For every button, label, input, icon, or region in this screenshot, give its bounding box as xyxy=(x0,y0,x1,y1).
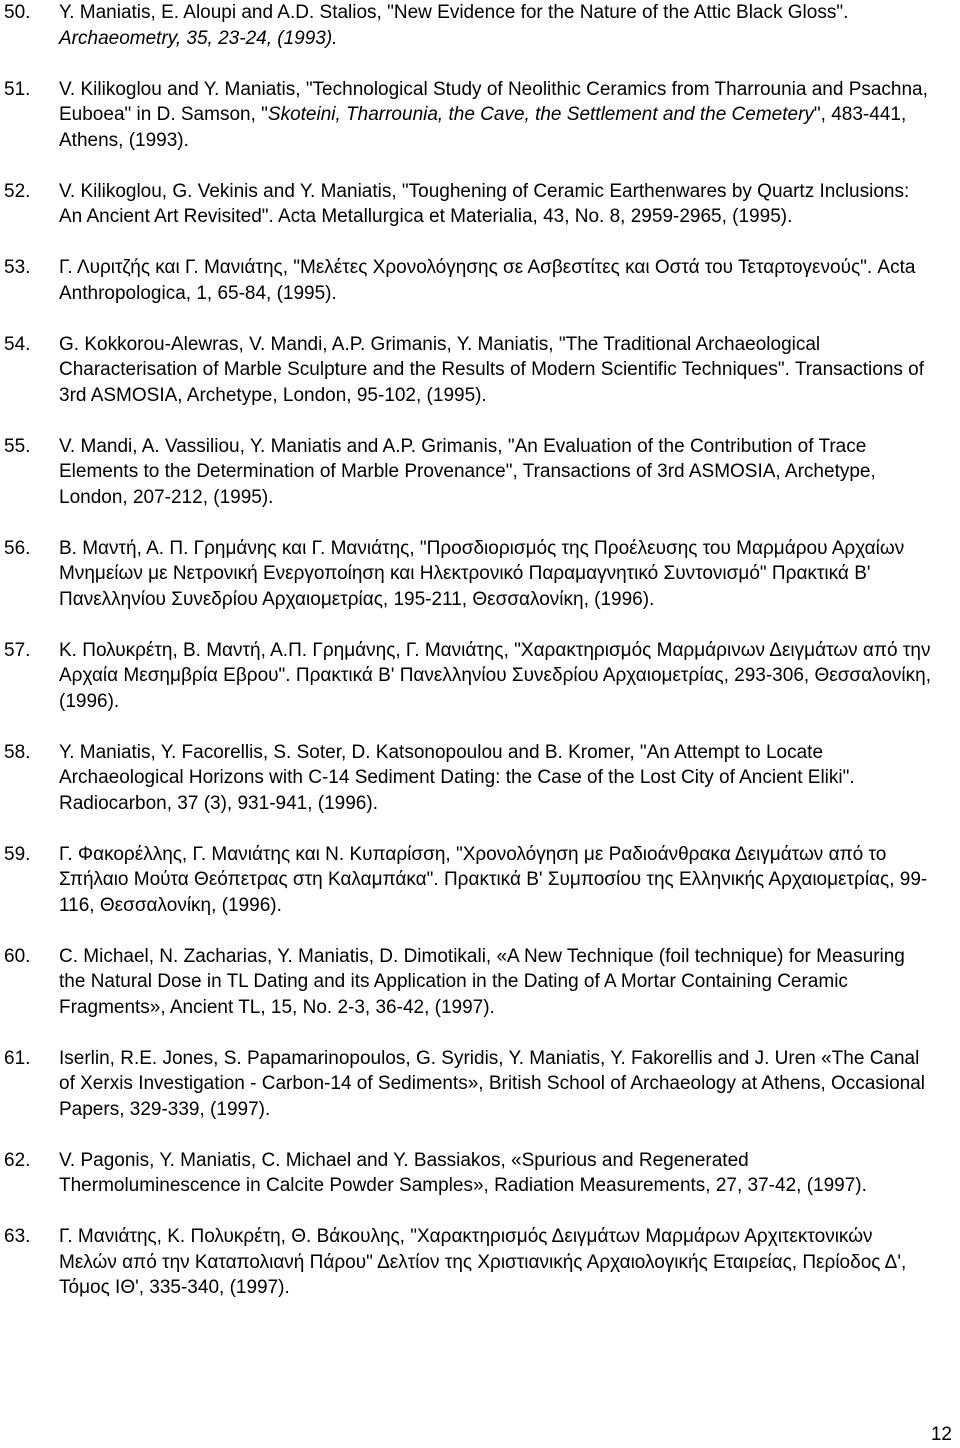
reference-number: 52. xyxy=(4,180,31,202)
reference-text: Γ. Μανιάτης, Κ. Πολυκρέτη, Θ. Βάκουλης, "Χαρακτηρισμός Δειγμάτων Μαρμάρων Αρχιτεκτονικών Μελών από την Καταπολιανή Πάρου" Δελτίον της Χριστιανικής Αρχαιολογικής Εταιρείας, Περίοδος Δ', Τόμος ΙΘ', 335-340, (1997). xyxy=(59,1226,907,1298)
reference-text: C. Michael, N. Zacharias, Y. Maniatis, D. Dimotikali, «A New Technique (foil technique) for Measuring the Natural Dose in TL Dating and its Application in the Dating of A Mortar Containing Ceramic Fragments», Ancient TL, 15, No. 2-3, 36-42, (1997). xyxy=(59,945,905,1018)
reference-text xyxy=(59,77,941,154)
reference-item xyxy=(0,255,960,306)
page-number: 12 xyxy=(930,1424,952,1445)
reference-item xyxy=(0,944,960,1021)
reference-number: 57. xyxy=(4,639,31,661)
reference-number: 54. xyxy=(4,333,31,355)
reference-item xyxy=(0,842,960,919)
reference-text: Κ. Πολυκρέτη, Β. Μαντή, Α.Π. Γρημάνης, Γ. Μανιάτης, "Χαρακτηρισμός Μαρμάρινων Δειγμάτων από την Αρχαία Μεσημβρία Εβρου". Πρακτικά Β' Πανελληνίου Συνεδρίου Αρχαιομετρίας, 293-306, Θεσσαλονίκη, (1996). xyxy=(59,639,931,712)
reference-text-part: V. Kilikoglou and Y. Maniatis, "Technological Study of Neolithic Ceramics from Tharrounia and Psachna, Euboea" in D. Samson, " xyxy=(59,78,928,125)
reference-number: 61. xyxy=(4,1047,31,1069)
reference-text-part: ", 483-441, Athens, (1993). xyxy=(59,104,907,151)
reference-item xyxy=(0,179,960,230)
reference-item xyxy=(0,1148,960,1199)
reference-text: Y. Maniatis, Y. Facorellis, S. Soter, D. Katsonopoulou and B. Kromer, "An Attempt to Locate Archaeological Horizons with C-14 Sediment Dating: the Case of the Lost City of Ancient Eliki". Radiocarbon, 37 (3), 931-941, (1996). xyxy=(59,741,855,814)
reference-number: 62. xyxy=(4,1149,31,1171)
journal-title: Archaeometry, 35, 23-24, (1993). xyxy=(59,27,338,49)
reference-item xyxy=(0,0,960,51)
reference-item xyxy=(0,77,960,154)
reference-text: Γ. Φακορέλλης, Γ. Μανιάτης και Ν. Κυπαρίσση, "Χρονολόγηση με Ραδιοάνθρακα Δειγμάτων από το Σπήλαιο Μούτα Θεόπετρας στη Καλαμπάκα". Πρακτικά Β' Συμποσίου της Ελληνικής Αρχαιομετρίας, 99-116, Θεσσαλονίκη, (1996). xyxy=(59,843,928,916)
reference-item xyxy=(0,434,960,511)
reference-text: V. Kilikoglou, G. Vekinis and Y. Maniatis, "Toughening of Ceramic Earthenwares by Quartz Inclusions: An Ancient Art Revisited". Acta Metallurgica et Materialia, 43, No. 8, 2959-2965, (1995). xyxy=(59,180,910,227)
reference-number: 51. xyxy=(4,78,31,100)
reference-number: 63. xyxy=(4,1226,31,1247)
reference-number: 55. xyxy=(4,435,31,457)
reference-number: 50. xyxy=(4,2,31,23)
reference-item xyxy=(0,1224,960,1301)
reference-text: V. Pagonis, Y. Maniatis, C. Michael and Y. Bassiakos, «Spurious and Regenerated Thermoluminescence in Calcite Powder Samples», Radiation Measurements, 27, 37-42, (1997). xyxy=(59,1149,867,1196)
reference-number: 60. xyxy=(4,945,31,967)
reference-number: 56. xyxy=(4,537,31,559)
reference-text: V. Mandi, A. Vassiliou, Y. Maniatis and A.P. Grimanis, "An Evaluation of the Contribution of Trace Elements to the Determination of Marble Provenance", Transactions of 3rd ASMOSIA, Archetype, London, 207-212, (1995). xyxy=(59,435,876,508)
reference-item xyxy=(0,638,960,715)
reference-item xyxy=(0,536,960,613)
reference-text xyxy=(59,0,941,51)
book-title: Skoteini, Tharrounia, the Cave, the Settlement and the Cemetery xyxy=(267,104,814,125)
reference-text: G. Kokkorou-Alewras, V. Mandi, A.P. Grimanis, Y. Maniatis, "The Traditional Archaeological Characterisation of Marble Sculpture and the Results of Modern Scientific Techniques". Transactions of 3rd ASMOSIA, Archetype, London, 95-102, (1995). xyxy=(59,333,925,406)
reference-number: 58. xyxy=(4,741,31,763)
reference-item xyxy=(0,332,960,409)
reference-item xyxy=(0,1046,960,1123)
reference-number: 53. xyxy=(4,257,31,278)
reference-text: Iserlin, R.E. Jones, S. Papamarinopoulos, G. Syridis, Y. Maniatis, Y. Fakorellis and J. Uren «The Canal of Xerxis Investigation - Carbon-14 of Sediments», British School of Archaeology at Athens, Occasional Papers, 329-339, (1997). xyxy=(59,1047,926,1120)
reference-text-part: Y. Maniatis, E. Aloupi and A.D. Stalios, "New Evidence for the Nature of the Attic Black Gloss". xyxy=(59,2,849,23)
reference-item xyxy=(0,740,960,817)
reference-text: Γ. Λυριτζής και Γ. Μανιάτης, "Μελέτες Χρονολόγησης σε Ασβεστίτες και Οστά του Τεταρτογενούς". Acta Anthropologica, 1, 65-84, (1995). xyxy=(59,257,916,304)
reference-number: 59. xyxy=(4,843,31,865)
reference-text: Β. Μαντή, Α. Π. Γρημάνης και Γ. Μανιάτης, "Προσδιορισμός της Προέλευσης του Μαρμάρου Αρχαίων Μνημείων με Νετρονική Ενεργοποίηση και Ηλεκτρονικό Παραμαγνητικό Συντονισμό" Πρακτικά Β' Πανελληνίου Συνεδρίου Αρχαιομετρίας, 195-211, Θεσσαλονίκη, (1996). xyxy=(59,537,905,610)
